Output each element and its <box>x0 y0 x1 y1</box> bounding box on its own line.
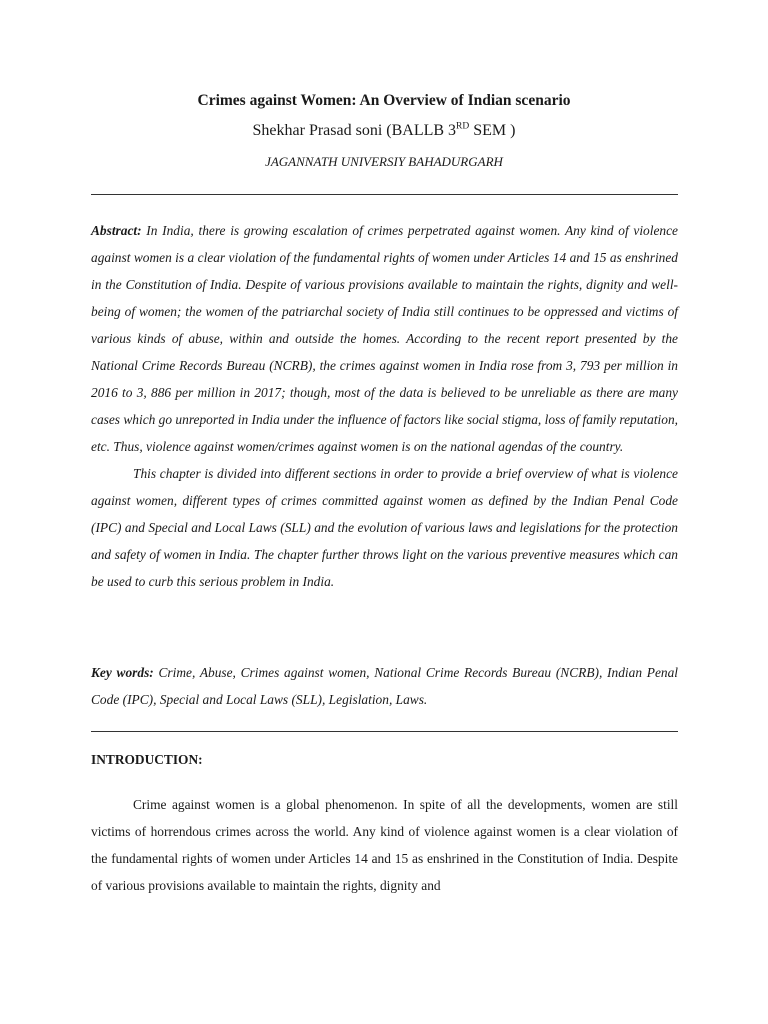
bottom-divider <box>91 731 678 732</box>
author-name: Shekhar Prasad soni (BALLB 3 <box>252 122 457 139</box>
keywords-label: Key words: <box>91 665 154 680</box>
author-line <box>0 122 768 140</box>
abstract-text-1: In India, there is growing escalation of crimes perpetrated against women. Any kind of violence against women is a clear violation of the fundamental rights of women under Articles 14 and 15 as enshrined in the Constitution of India. Despite of various provisions available to maintain the rights, dignity and well-being of women; the women of the patriarchal society of India still continues to be oppressed and victims of various kinds of abuse, within and outside the homes. According to the recent report presented by the National Crime Records Bureau (NCRB), the crimes against women in India rose from 3, 793 per million in 2016 to 3, 886 per million in 2017; though, most of the data is believed to be unreliable as there are many cases which go unreported in India under the influence of factors like social stigma, loss of family reputation, etc. Thus, violence against women/crimes against women is on the national agendas of the country. <box>91 223 679 454</box>
affiliation: JAGANNATH UNIVERSIY BAHADURGARH <box>265 154 503 169</box>
abstract-paragraph-1 <box>91 217 678 460</box>
abstract-section <box>91 217 678 595</box>
author-sup: RD <box>456 121 470 132</box>
paper-title: Crimes against Women: An Overview of Indian scenario <box>197 92 571 109</box>
keywords-text: Crime, Abuse, Crimes against women, National Crime Records Bureau (NCRB), Indian Penal Code (IPC), Special and Local Laws (SLL), Legislation, Laws. <box>91 665 678 707</box>
introduction-section <box>91 791 678 899</box>
top-divider <box>91 194 678 195</box>
introduction-heading: INTRODUCTION: <box>91 752 203 767</box>
author-suffix: SEM ) <box>469 122 516 139</box>
introduction-paragraph-1: Crime against women is a global phenomenon. In spite of all the developments, women are still victims of horrendous crimes across the world. Any kind of violence against women is a clear violation of the fundamental rights of women under Articles 14 and 15 as enshrined in the Constitution of India. Despite of various provisions available to maintain the rights, dignity and <box>91 797 678 893</box>
abstract-paragraph-2: This chapter is divided into different sections in order to provide a brief overview of what is violence against women, different types of crimes committed against women as defined by the Indian Penal Code (IPC) and Special and Local Laws (SLL) and the evolution of various laws and legislations for the protection and safety of women in India. The chapter further throws light on the various preventive measures which can be used to curb this serious problem in India. <box>91 466 678 589</box>
keywords-section <box>91 659 678 713</box>
keywords-paragraph <box>91 659 678 713</box>
abstract-label: Abstract: <box>91 223 142 238</box>
